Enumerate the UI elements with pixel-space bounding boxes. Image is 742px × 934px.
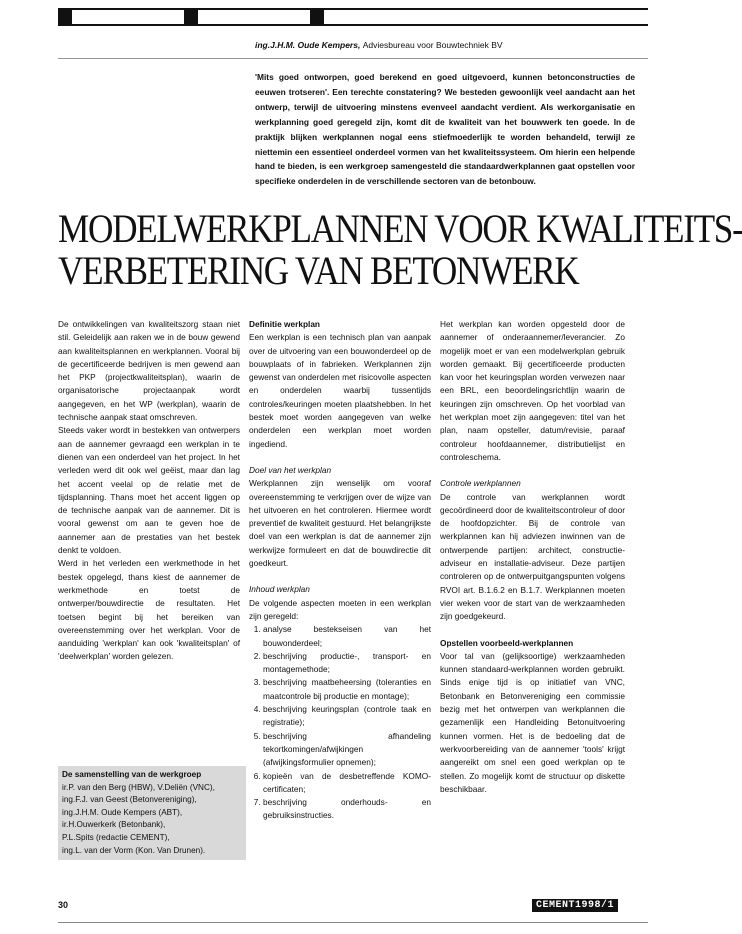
column-3	[440, 318, 625, 796]
paragraph: De volgende aspecten moeten in een werkplan zijn geregeld:	[249, 597, 431, 621]
subsection-heading: Inhoud werkplan	[249, 584, 310, 595]
workgroup-member: ir.P. van den Berg (HBW), V.Deliën (VNC),	[62, 782, 215, 792]
bar-block	[58, 10, 72, 24]
article-title	[58, 206, 742, 293]
workgroup-heading: De samenstelling van de werkgroep	[62, 770, 202, 779]
top-decorative-bar	[58, 8, 648, 26]
list-item: 1. analyse bestekseisen van het bouwonderdeel;	[263, 623, 431, 650]
workgroup-member: ing.L. van der Vorm (Kon. Van Drunen).	[62, 845, 206, 855]
bar-block	[184, 10, 198, 24]
list-item: 7. beschrijving onderhouds- en gebruiksinstructies.	[263, 796, 431, 823]
author-divider	[58, 58, 648, 59]
bar-block	[310, 10, 324, 24]
list-item: 4. beschrijving keuringsplan (controle taak en registratie);	[263, 703, 431, 730]
footer-divider	[58, 922, 648, 923]
paragraph: Werkplannen zijn wenselijk om vooraf overeenstemming te verkrijgen over de wijze van het uitvoeren en het controleren. Hiermee wordt preventief de kwaliteit gestuurd. Het belangrijkste doel van een werkplan is dat de aannemer zijn werkwijze formuleert en dat de bouwdirectie dit goedkeurt.	[249, 478, 431, 569]
list-item: 3. beschrijving maatbeheersing (toleranties en maatcontrole bij productie en montage);	[263, 676, 431, 703]
workgroup-member: P.L.Spits (redactie CEMENT),	[62, 832, 170, 842]
list-item: 2. beschrijving productie-, transport- en montagemethode;	[263, 650, 431, 677]
author-line	[255, 40, 503, 50]
paragraph: Het werkplan kan worden opgesteld door de aannemer of onderaannemer/leverancier. Zo mogelijk moet er van een modelwerkplan gebruik worden gemaakt. Bij gecertificeerde producten kan voor het keuringsplan worden verwezen naar een BRL, een beoordelingsrichtlijn waarin de keuringen zijn omschreven. Op het voorblad van het werkplan moet zijn aangegeven: titel van het plan, naam opsteller, datum/revisie, paraaf controleur hoofdaannemer, distributielijst en controleschema.	[440, 319, 625, 462]
paragraph: Steeds vaker wordt in bestekken van ontwerpers aan de aannemer gevraagd een werkplan in te dienen van een onderdeel van het project. In het verleden werd dit ook wel geëist, maar dan lag het accent veelal op de relatie met de tijdsplanning. Thans moet het accent liggen op de technische aanpak van de aannemer. Dit is vooral gewenst om aan te geven hoe de aannemer aan de prestaties van het bestek denkt te voldoen.	[58, 425, 240, 556]
paragraph: De controle van werkplannen wordt gecoördineerd door de kwaliteitscontroleur of door de hoofdopzichter. Bij de controle van werkplannen kan hij adviezen inwinnen van de ontwerpende partijen: architect, constructie-adviseur en installatie-adviseur. Deze partijen controleren op de ontwerpuitgangspunten volgens RVOI art. B.1.6.2 en B.1.7. Werkplannen moeten vier weken voor de start van de werkzaamheden zijn goedgekeurd.	[440, 491, 625, 622]
column-1	[58, 318, 240, 664]
section-heading: Definitie werkplan	[249, 319, 321, 329]
title-line-1: MODELWERKPLANNEN VOOR KWALITEITS-	[58, 206, 742, 251]
workgroup-box	[58, 766, 246, 860]
subsection-heading: Controle werkplannen	[440, 478, 521, 489]
list-item: 5. beschrijving afhandeling tekortkomingen/afwijkingen (afwijkingsformulier opnemen);	[263, 730, 431, 770]
magazine-issue-tag: CEMENT1998/1	[532, 899, 618, 912]
subsection-heading: Doel van het werkplan	[249, 464, 332, 475]
list-item: 6. kopieën van de desbetreffende KOMO-certificaten;	[263, 770, 431, 797]
intro-lead: 'Mits goed ontworpen, goed berekend en goed uitgevoerd, kunnen betonconstructies de eeuwen trotseren'. Een terechte constatering? We besteden gewoonlijk veel aandacht aan het ontwerp, terwijl de uitvoering minstens evenveel aandacht verdient. Als werkorganisatie en werkplanning goed geregeld zijn, komt dit de kwaliteit van het bouwwerk ten goede. In de praktijk blijken werkplannen nogal eens stiefmoederlijk te worden behandeld, terwijl ze niettemin een essentieel onderdeel vormen van het kwaliteitssysteem. Om hierin een helpende hand te bieden, is een werkgroep samengesteld die standaardwerkplannen gaat opstellen voor specifieke onderdelen in de verschillende sectoren van de betonbouw.	[255, 72, 635, 187]
author-name: ing.J.H.M. Oude Kempers,	[255, 40, 361, 50]
paragraph: Werd in het verleden een werkmethode in het bestek opgelegd, thans kiest de aannemer de werkmethode en toetst de ontwerper/bouwdirectie de resultaten. Het toetsen begint bij het bereiken van overeenstemming over het werkplan. Voor de aanduiding 'werkplan' kan ook 'kwaliteitsplan' of 'deelwerkplan' worden gelezen.	[58, 558, 240, 662]
workgroup-member: ing.J.H.M. Oude Kempers (ABT),	[62, 807, 183, 817]
aspects-list	[249, 623, 431, 822]
paragraph: Voor tal van (gelijksoortige) werkzaamheden kunnen standaard-werkplannen worden gebruikt. Sinds enige tijd is op initiatief van VNC, Betonbank en Betonvereniging een commissie bezig met het ontwerpen van werkplannen die gezamenlijk een Handleiding Betonuitvoering kunnen vormen. Het is de bedoeling dat de werkvoorbereiding van de aannemer 'tools' krijgt aangereikt om snel een goed werkplan op te stellen. Zo mogelijk komt de structuur op diskette beschikbaar.	[440, 650, 625, 794]
page-number: 30	[58, 900, 69, 910]
section-heading: Opstellen voorbeeld-werkplannen	[440, 637, 574, 648]
workgroup-member: ing.F.J. van Geest (Betonvereniging),	[62, 795, 197, 805]
paragraph: Een werkplan is een technisch plan van aanpak over de uitvoering van een bouwonderdeel op de bouwplaats of in fabrieken. Werkplannen zijn gewenst van onderdelen met risicovolle aspecten en onderdelen waarbij tussentijds controles/keuringen moeten plaatshebben. In het bestek moet worden aangegeven van welke onderdelen een werkplan moet worden ingediend.	[249, 332, 431, 449]
column-2	[249, 318, 431, 823]
paragraph: De ontwikkelingen van kwaliteitszorg staan niet stil. Geleidelijk aan raken we in de bouw gewend aan kwaliteitsplannen en werkplannen. Vooral bij de gecertificeerde bedrijven is men gewend aan het PKP (projectkwaliteitsplan), waarin de organisatorische projectaanpak wordt aangegeven, en het WP (werkplan), waarin de technische aanpak staat omschreven.	[58, 319, 240, 423]
title-line-2: VERBETERING VAN BETONWERK	[58, 248, 579, 293]
author-affiliation: Adviesbureau voor Bouwtechniek BV	[362, 40, 503, 50]
workgroup-member: ir.H.Ouwerkerk (Betonbank),	[62, 820, 166, 830]
